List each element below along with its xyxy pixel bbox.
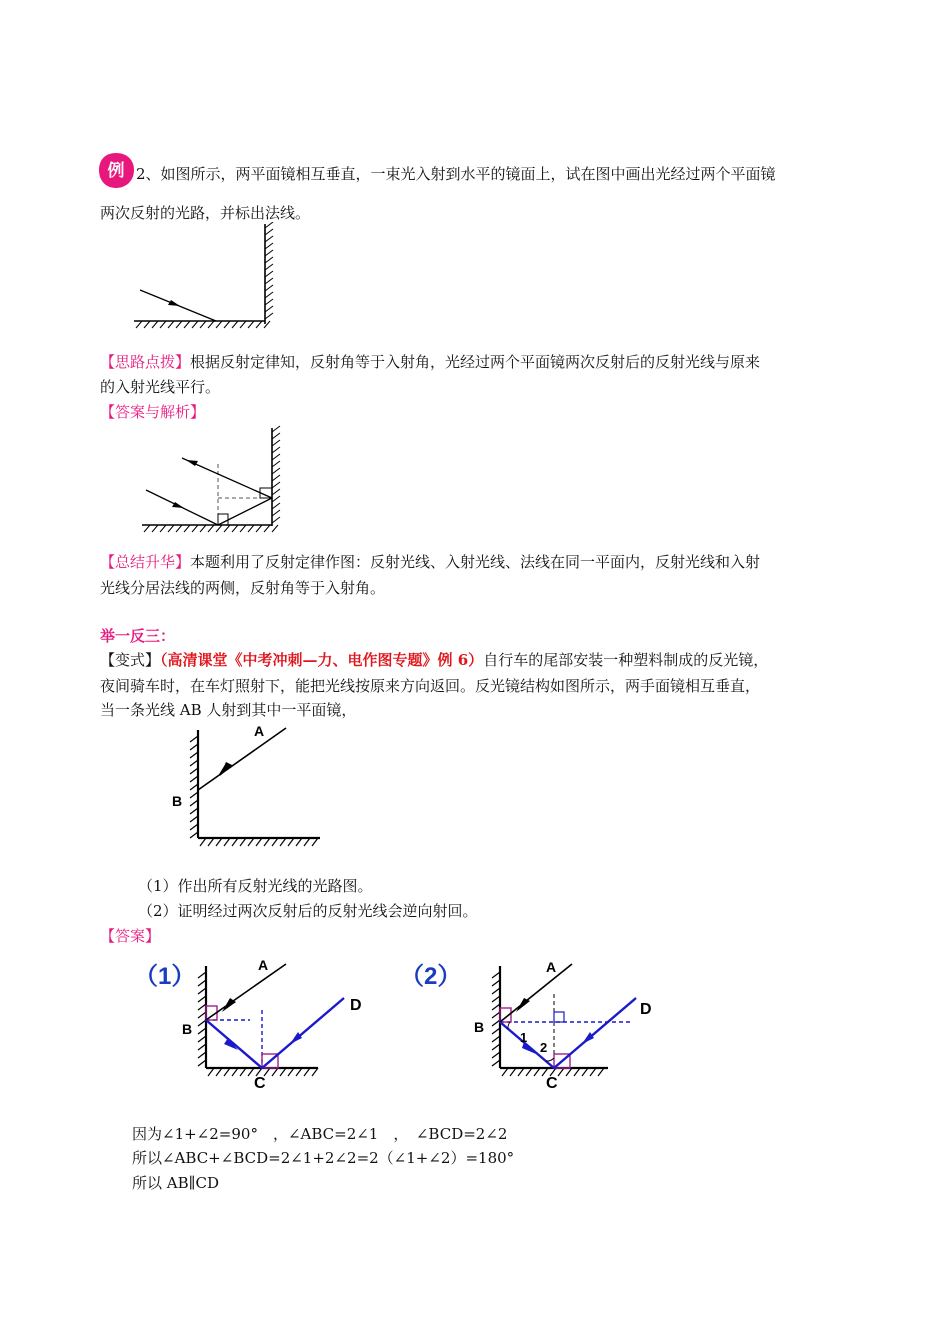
variant-label-b: B xyxy=(172,793,183,809)
answer-2-number: （2） xyxy=(400,963,462,990)
summary-text2: 光线分居法线的两侧，反射角等于入射角。 xyxy=(100,579,386,597)
answer-1-label-c: C xyxy=(254,1075,266,1092)
practice-title: 举一反三： xyxy=(100,627,176,645)
hint-label: 【思路点拨】 xyxy=(100,353,191,371)
example-badge-icon xyxy=(96,150,136,190)
answer-1-label-d: D xyxy=(350,997,362,1014)
variant-text3: 当一条光线 AB 人射到其中一平面镜， xyxy=(100,701,357,719)
answer-figure-2 xyxy=(396,956,666,1096)
mirror-figure-answer xyxy=(136,424,296,536)
answer-2-label-b: B xyxy=(474,1019,485,1035)
variant-line1 xyxy=(100,650,768,670)
variant-source: （高清课堂《中考冲刺—力、电作图专题》例 6） xyxy=(160,651,484,669)
answer-figure-1 xyxy=(130,952,380,1092)
example-badge-text: 例 xyxy=(107,161,125,181)
mirror-figure-variant xyxy=(166,722,326,854)
variant-text1: 自行车的尾部安装一种塑料制成的反光镜， xyxy=(483,651,769,669)
answer-2-angle-1: 1 xyxy=(520,1030,528,1045)
answer-analysis-label: 【答案与解析】 xyxy=(100,403,206,421)
hint-text2: 的入射光线平行。 xyxy=(100,378,221,396)
question-1: （1）作出所有反射光线的光路图。 xyxy=(138,877,373,895)
answer-2-label-c: C xyxy=(546,1075,558,1092)
answer-1-label-b: B xyxy=(182,1021,193,1037)
example-text-line2: 两次反射的光路，并标出法线。 xyxy=(100,204,311,222)
example-badge xyxy=(96,150,136,190)
summary-line1 xyxy=(100,552,760,572)
proof-line3: 所以 AB∥CD xyxy=(132,1174,220,1192)
answer-2-angle-2: 2 xyxy=(540,1040,548,1055)
hint-text1: 根据反射定律知，反射角等于入射角，光经过两个平面镜两次反射后的反射光线与原来 xyxy=(190,353,761,371)
answer-2-label-d: D xyxy=(640,1001,652,1018)
proof-line1: 因为∠1+∠2=90° ，∠ABC=2∠1 ， ∠BCD=2∠2 xyxy=(132,1125,508,1143)
variant-label: 【变式】 xyxy=(100,651,161,669)
hint-line1 xyxy=(100,352,760,372)
summary-label: 【总结升华】 xyxy=(100,553,191,571)
mirror-figure-question xyxy=(128,222,288,332)
answer-2-label-a: A xyxy=(546,959,557,975)
summary-text1: 本题利用了反射定律作图：反射光线、入射光线、法线在同一平面内，反射光线和入射 xyxy=(190,553,761,571)
answer-1-label-a: A xyxy=(258,957,269,973)
variant-text2: 夜间骑车时，在车灯照射下，能把光线按原来方向返回。反光镜结构如图所示，两手面镜相互垂直， xyxy=(100,677,761,695)
variant-label-a: A xyxy=(254,723,265,739)
answer-1-number: （1） xyxy=(134,963,196,990)
proof-line2: 所以∠ABC+∠BCD=2∠1+2∠2=2（∠1+∠2）=180° xyxy=(132,1149,515,1167)
answer-label: 【答案】 xyxy=(100,927,161,945)
question-2: （2）证明经过两次反射后的反射光线会逆向射回。 xyxy=(138,902,478,920)
example-text-line1: 2、如图所示，两平面镜相互垂直，一束光入射到水平的镜面上，试在图中画出光经过两个平面镜 xyxy=(136,165,776,183)
